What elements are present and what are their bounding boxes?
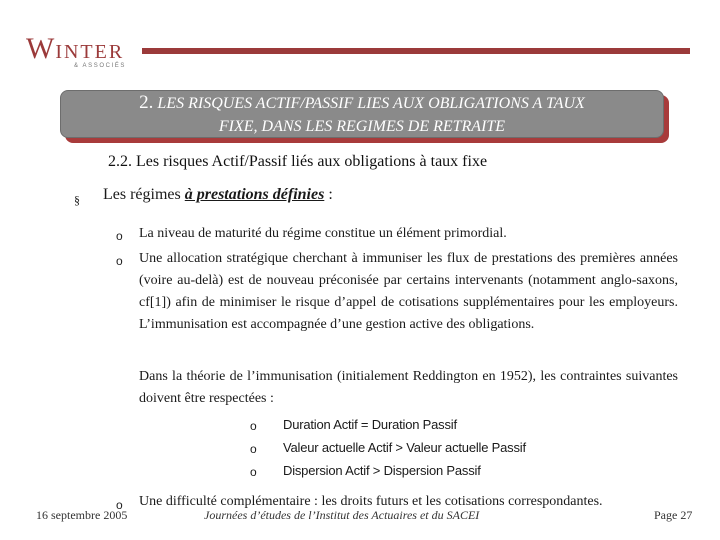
constraint-value: Valeur actuelle Actif > Valeur actuelle Passif: [283, 440, 526, 455]
title-banner: [60, 90, 664, 138]
bullet-heading: [103, 186, 333, 204]
footer-event: Journées d’études de l’Institut des Actuaires et du SACEI: [204, 508, 480, 522]
circle-bullet-icon: o: [116, 498, 123, 512]
theory-paragraph: Dans la théorie de l’immunisation (initialement Reddington en 1952), les contraintes suivantes doivent être respectées :: [139, 369, 678, 406]
list-item-allocation: Une allocation stratégique cherchant à immuniser les flux de prestations des premières années (voire au-delà) est de nouveau préconisée par certains intervenants (notamment anglo-saxons, cf[1]) afin de minimiser le risque d’appel de cotisations supplémentaires pour les employeurs. L’immunisation est accompagnée d’une gestion active des obligations.: [139, 251, 678, 332]
circle-bullet-icon: o: [250, 442, 257, 456]
constraint-duration: Duration Actif = Duration Passif: [283, 417, 457, 432]
section-subtitle: 2.2. Les risques Actif/Passif liés aux obligations à taux fixe: [108, 153, 488, 170]
logo-rest: INTER: [55, 41, 125, 63]
circle-bullet-icon: o: [116, 229, 123, 243]
banner-number: 2.: [139, 92, 154, 113]
page-number: Page 27: [654, 508, 693, 522]
logo-initial: W: [26, 32, 56, 65]
circle-bullet-icon: o: [116, 254, 123, 268]
banner-line-1-text: LES RISQUES ACTIF/PASSIF LIES AUX OBLIGATIONS A TAUX: [157, 95, 585, 112]
constraint-dispersion: Dispersion Actif > Dispersion Passif: [283, 463, 481, 478]
banner-line-2: FIXE, DANS LES REGIMES DE RETRAITE: [218, 118, 506, 135]
banner-line-1: [61, 92, 663, 115]
logo-subtitle: & ASSOCIÉS: [74, 63, 127, 69]
bullet-prefix: Les régimes: [103, 186, 185, 203]
list-item-difficulty: Une difficulté complémentaire : les droits futurs et les cotisations correspondantes.: [139, 494, 603, 509]
bullet-emphasis: à prestations définies: [184, 186, 325, 203]
footer-date: 16 septembre 2005: [36, 508, 128, 522]
list-item-maturity: La niveau de maturité du régime constitue un élément primordial.: [139, 226, 507, 241]
circle-bullet-icon: o: [250, 419, 257, 433]
square-bullet-icon: §: [74, 193, 80, 207]
header-rule: [142, 48, 690, 54]
circle-bullet-icon: o: [250, 465, 257, 479]
bullet-suffix: :: [324, 186, 333, 203]
company-logo: [26, 34, 156, 74]
